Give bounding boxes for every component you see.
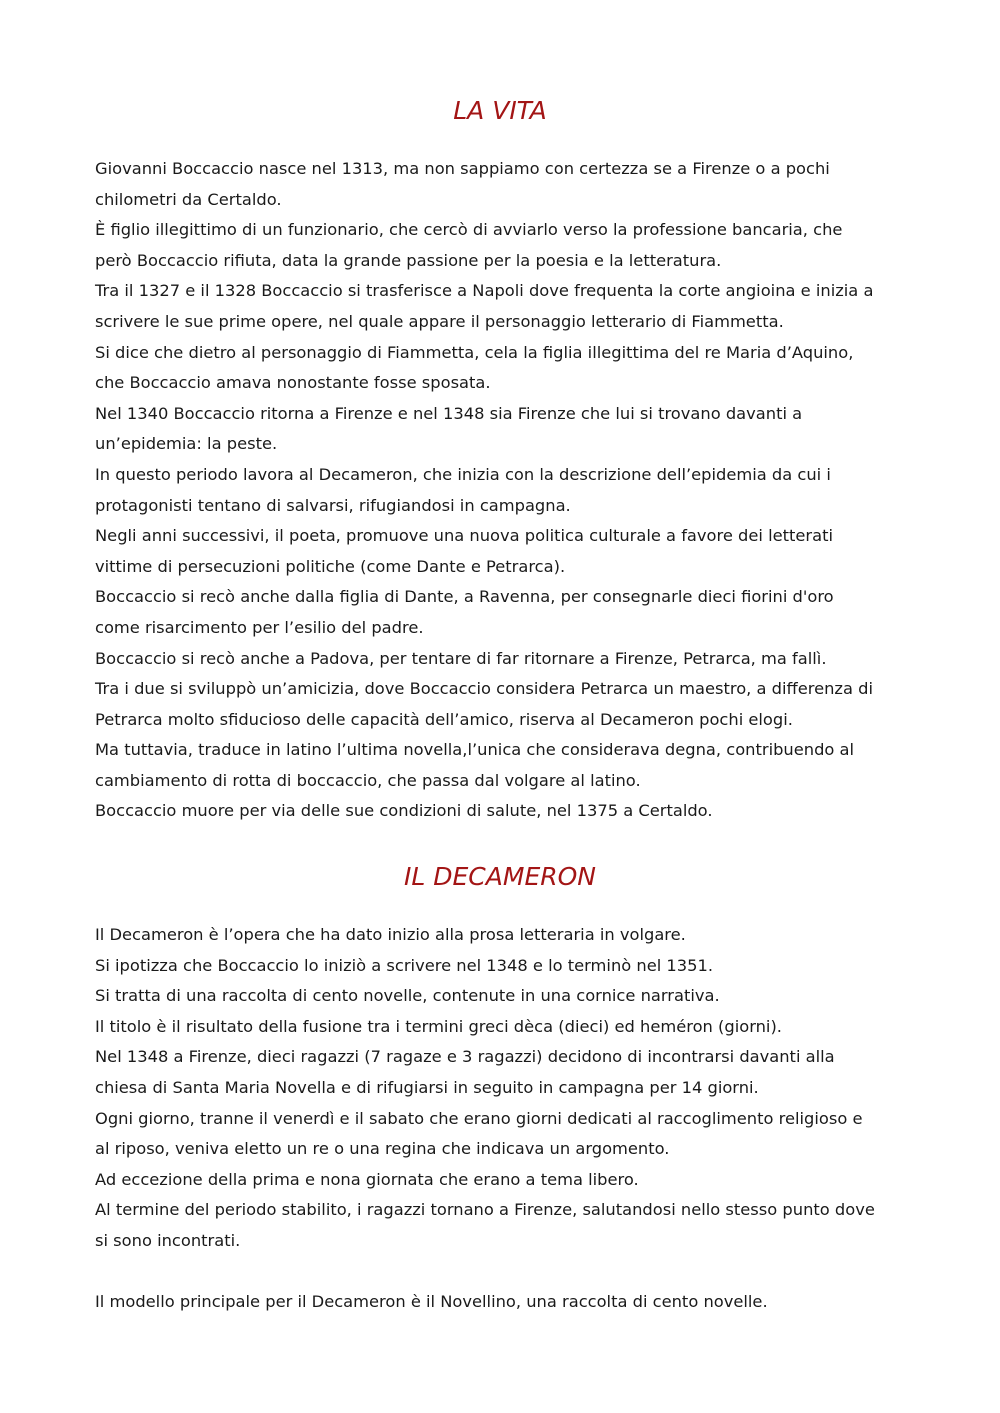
text-line: però Boccaccio rifiuta, data la grande passione per la poesia e la letteratura. — [95, 250, 722, 270]
text-line: chilometri da Certaldo. — [95, 189, 282, 209]
text-line: Boccaccio si recò anche a Padova, per tentare di far ritornare a Firenze, Petrarca, ma fallì. — [95, 648, 827, 668]
text-line: Si ipotizza che Boccaccio lo iniziò a scrivere nel 1348 e lo terminò nel 1351. — [95, 955, 714, 975]
text-line: Al termine del periodo stabilito, i ragazzi tornano a Firenze, salutandosi nello stesso punto dove — [95, 1200, 875, 1220]
section-title-la-vita: LA VITA — [453, 96, 547, 125]
text-line: si sono incontrati. — [95, 1230, 241, 1250]
text-line: Ogni giorno, tranne il venerdì e il sabato che erano giorni dedicati al raccoglimento religioso e — [95, 1108, 863, 1128]
section-title-il-decameron: IL DECAMERON — [404, 862, 596, 891]
text-line: vittime di persecuzioni politiche (come Dante e Petrarca). — [95, 556, 566, 576]
text-line: Si dice che dietro al personaggio di Fiammetta, cela la figlia illegittima del re Maria d’Aquino, — [95, 342, 854, 362]
text-line: come risarcimento per l’esilio del padre. — [95, 617, 424, 637]
text-line: Ma tuttavia, traduce in latino l’ultima novella,l’unica che considerava degna, contribuendo al — [95, 740, 855, 760]
text-line: Nel 1340 Boccaccio ritorna a Firenze e nel 1348 sia Firenze che lui si trovano davanti a — [95, 403, 803, 423]
closing-paragraph — [95, 1287, 925, 1318]
text-line: Petrarca molto sfiducioso delle capacità dell’amico, riserva al Decameron pochi elogi. — [95, 709, 793, 729]
text-line: Boccaccio muore per via delle sue condizioni di salute, nel 1375 a Certaldo. — [95, 801, 713, 821]
text-line: cambiamento di rotta di boccaccio, che passa dal volgare al latino. — [95, 770, 641, 790]
text-line: scrivere le sue prime opere, nel quale appare il personaggio letterario di Fiammetta. — [95, 311, 784, 331]
text-line: che Boccaccio amava nonostante fosse sposata. — [95, 373, 491, 393]
text-line: Il titolo è il risultato della fusione tra i termini greci dèca (dieci) ed heméron (giorni). — [95, 1016, 782, 1036]
text-line: Tra il 1327 e il 1328 Boccaccio si trasferisce a Napoli dove frequenta la corte angioina e inizia a — [95, 281, 874, 301]
text-line: Si tratta di una raccolta di cento novelle, contenute in una cornice narrativa. — [95, 986, 720, 1006]
text-line: È figlio illegittimo di un funzionario, che cercò di avviarlo verso la professione bancaria, che — [95, 220, 843, 240]
text-line: Ad eccezione della prima e nona giornata che erano a tema libero. — [95, 1169, 639, 1189]
text-line: Nel 1348 a Firenze, dieci ragazzi (7 ragaze e 3 ragazzi) decidono di incontrarsi davanti alla — [95, 1047, 835, 1067]
text-line: In questo periodo lavora al Decameron, che inizia con la descrizione dell’epidemia da cui i — [95, 464, 831, 484]
text-line: al riposo, veniva eletto un re o una regina che indicava un argomento. — [95, 1139, 670, 1159]
text-line: un’epidemia: la peste. — [95, 434, 278, 454]
section-body-la-vita — [95, 154, 925, 827]
text-line: Tra i due si sviluppò un’amicizia, dove Boccaccio considera Petrarca un maestro, a differenza di — [95, 679, 873, 699]
text-line: Negli anni successivi, il poeta, promuove una nuova politica culturale a favore dei letterati — [95, 526, 833, 546]
text-line: Il Decameron è l’opera che ha dato inizio alla prosa letteraria in volgare. — [95, 925, 686, 944]
text-line: chiesa di Santa Maria Novella e di rifugiarsi in seguito in campagna per 14 giorni. — [95, 1077, 759, 1097]
section-body-il-decameron — [95, 920, 925, 1257]
text-line: Boccaccio si recò anche dalla figlia di Dante, a Ravenna, per consegnarle dieci fiorini d'oro — [95, 587, 834, 607]
text-line: protagonisti tentano di salvarsi, rifugiandosi in campagna. — [95, 495, 571, 515]
text-line: Il modello principale per il Decameron è il Novellino, una raccolta di cento novelle. — [95, 1292, 768, 1311]
text-line: Giovanni Boccaccio nasce nel 1313, ma non sappiamo con certezza se a Firenze o a pochi — [95, 159, 830, 178]
